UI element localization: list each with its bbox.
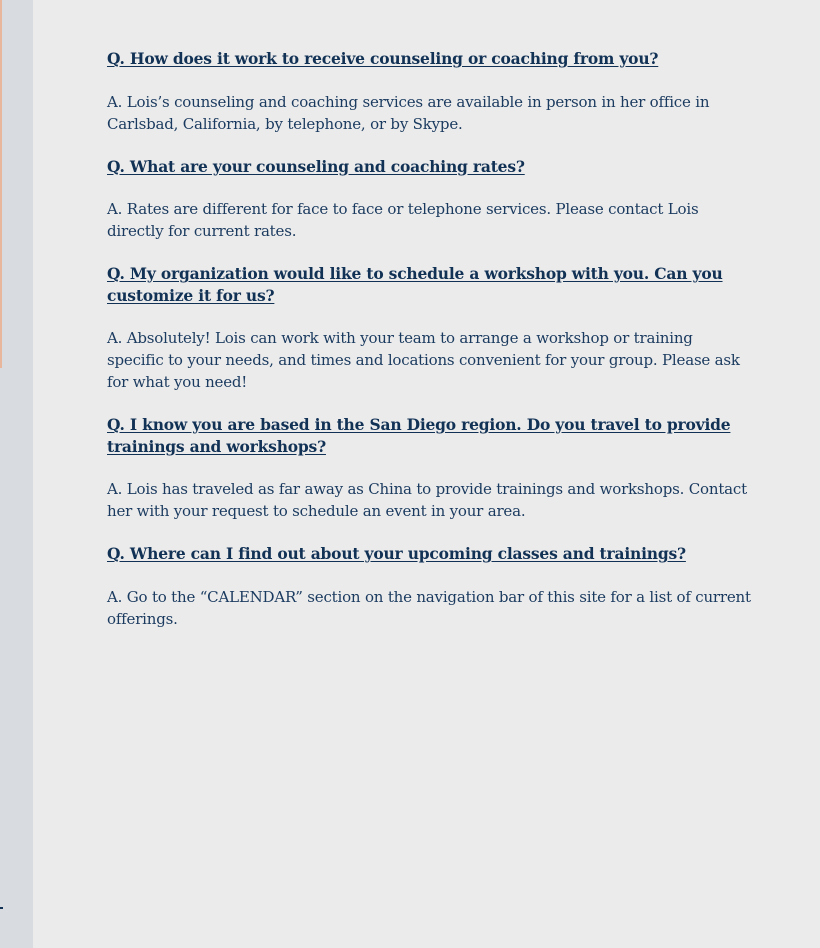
faq-section: [107, 48, 753, 651]
faq-item: [107, 263, 753, 393]
faq-answer: A. Lois’s counseling and coaching services are available in person in her office in Carlsbad, California, by telephone, or by Skype.: [107, 92, 710, 133]
faq-question: Q. Where can I find out about your upcoming classes and trainings?: [107, 544, 686, 563]
faq-answer: A. Go to the “CALENDAR” section on the navigation bar of this site for a list of current offerings.: [107, 587, 751, 628]
accent-strip: [0, 0, 2, 368]
faq-question: Q. My organization would like to schedule a workshop with you. Can you customize it for us?: [107, 264, 723, 305]
faq-answer: A. Lois has traveled as far away as China to provide trainings and workshops. Contact her with your request to schedule an event in your area.: [107, 480, 747, 520]
faq-question: Q. What are your counseling and coaching rates?: [107, 156, 525, 176]
faq-item: [107, 156, 753, 243]
faq-question: Q. I know you are based in the San Diego region. Do you travel to provide trainings and workshops?: [107, 415, 731, 456]
faq-item: [107, 414, 753, 522]
faq-item: [107, 543, 753, 630]
left-sidebar-rail: [0, 0, 33, 948]
faq-item: [107, 48, 753, 135]
rail-mark: [0, 907, 3, 909]
faq-answer: A. Absolutely! Lois can work with your team to arrange a workshop or training specific to your needs, and times and locations convenient for your group. Please ask for what you need!: [107, 329, 740, 391]
faq-question: Q. How does it work to receive counseling or coaching from you?: [107, 49, 659, 68]
faq-answer: A. Rates are different for face to face or telephone services. Please contact Lois directly for current rates.: [107, 200, 699, 240]
